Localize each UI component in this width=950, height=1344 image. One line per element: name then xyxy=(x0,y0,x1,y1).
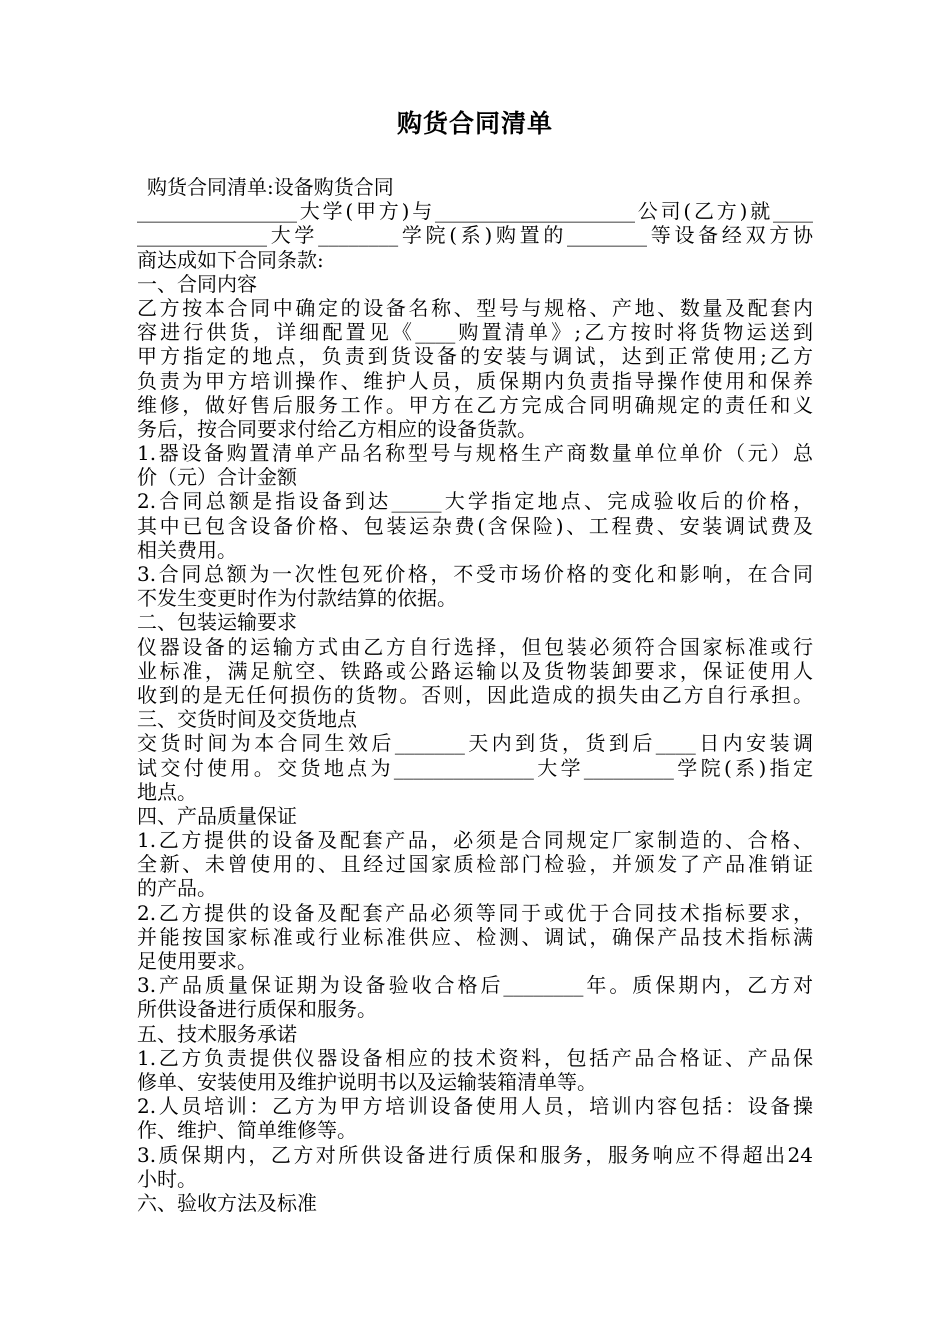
paragraph-line: 2.合同总额是指设备到达_____大学指定地点、完成验收后的价格， xyxy=(137,489,813,514)
paragraph-line: 所供设备进行质保和服务。 xyxy=(137,997,377,1022)
paragraph-line: 商达成如下合同条款: xyxy=(137,247,324,272)
section-heading: 四、产品质量保证 xyxy=(137,803,297,828)
paragraph-line: 小时。 xyxy=(137,1166,197,1191)
section-heading: 五、技术服务承诺 xyxy=(137,1021,297,1046)
section-heading: 六、验收方法及标准 xyxy=(137,1190,317,1215)
document-title: 购货合同清单 xyxy=(396,109,553,138)
paragraph-line: 收到的是无任何损伤的货物。否则，因此造成的损失由乙方自行承担。 xyxy=(137,682,813,707)
paragraph-line: 仪器设备的运输方式由乙方自行选择，但包装必须符合国家标准或行 xyxy=(137,634,813,659)
contract-subtitle: 购货合同清单:设备购货合同 xyxy=(147,175,394,199)
paragraph-line: 容进行供货，详细配置见《____购置清单》;乙方按时将货物运送到 xyxy=(137,320,813,345)
paragraph-line: 相关费用。 xyxy=(137,537,237,562)
paragraph-line: 1.乙方提供的设备及配套产品，必须是合同规定厂家制造的、合格、 xyxy=(137,828,813,853)
paragraph-line: 务后，按合同要求付给乙方相应的设备货款。 xyxy=(137,416,537,441)
paragraph-line: 1.器设备购置清单产品名称型号与规格生产商数量单位单价（元）总 xyxy=(137,441,813,466)
paragraph-line: 不发生变更时作为付款结算的依据。 xyxy=(137,586,457,611)
paragraph-line: 其中已包含设备价格、包装运杂费(含保险)、工程费、安装调试费及 xyxy=(137,513,813,538)
paragraph-line: _____________大学________学院(系)购置的________等设备经双方协 xyxy=(137,223,813,248)
paragraph-line: 业标准，满足航空、铁路或公路运输以及货物装卸要求，保证使用人 xyxy=(137,658,813,683)
paragraph-line: 维修，做好售后服务工作。甲方在乙方完成合同明确规定的责任和义 xyxy=(137,392,813,417)
paragraph-line: 修单、安装使用及维护说明书以及运输装箱清单等。 xyxy=(137,1069,597,1094)
paragraph-line: 3.合同总额为一次性包死价格，不受市场价格的变化和影响，在合同 xyxy=(137,562,813,586)
paragraph-line: 2.人员培训：乙方为甲方培训设备使用人员，培训内容包括：设备操 xyxy=(137,1094,813,1119)
paragraph-line: 试交付使用。交货地点为______________大学_________学院(系)指定 xyxy=(137,755,813,780)
paragraph-line: 2.乙方提供的设备及配套产品必须等同于或优于合同技术指标要求， xyxy=(137,900,813,925)
section-heading: 二、包装运输要求 xyxy=(137,610,297,635)
paragraph-line: 交货时间为本合同生效后_______天内到货，货到后____日内安装调 xyxy=(137,731,813,756)
paragraph-line: 负责为甲方培训操作、维护人员，质保期内负责指导操作使用和保养 xyxy=(137,368,813,393)
paragraph-line: 全新、未曾使用的、且经过国家质检部门检验，并颁发了产品准销证 xyxy=(137,852,813,877)
paragraph-line: 并能按国家标准或行业标准供应、检测、调试，确保产品技术指标满 xyxy=(137,924,813,949)
section-heading: 三、交货时间及交货地点 xyxy=(137,707,357,732)
paragraph-line: 3.质保期内，乙方对所供设备进行质保和服务，服务响应不得超出24 xyxy=(137,1142,813,1167)
paragraph-line: 足使用要求。 xyxy=(137,949,257,973)
paragraph-line: 3.产品质量保证期为设备验收合格后________年。质保期内，乙方对 xyxy=(137,973,813,998)
document-body xyxy=(137,175,813,1215)
paragraph-line: 乙方按本合同中确定的设备名称、型号与规格、产地、数量及配套内 xyxy=(137,295,813,320)
section-heading: 一、合同内容 xyxy=(137,271,257,296)
paragraph-line: 价（元）合计金额 xyxy=(137,465,297,490)
paragraph-line: 1.乙方负责提供仪器设备相应的技术资料，包括产品合格证、产品保 xyxy=(137,1045,813,1070)
paragraph-line: 作、维护、简单维修等。 xyxy=(137,1118,357,1143)
paragraph-line: ________________大学(甲方)与____________________公司(乙方)就____ xyxy=(137,199,813,224)
paragraph-line: 地点。 xyxy=(137,779,197,804)
paragraph-line: 的产品。 xyxy=(137,876,217,901)
paragraph-line: 甲方指定的地点，负责到货设备的安装与调试，达到正常使用;乙方 xyxy=(137,344,813,369)
